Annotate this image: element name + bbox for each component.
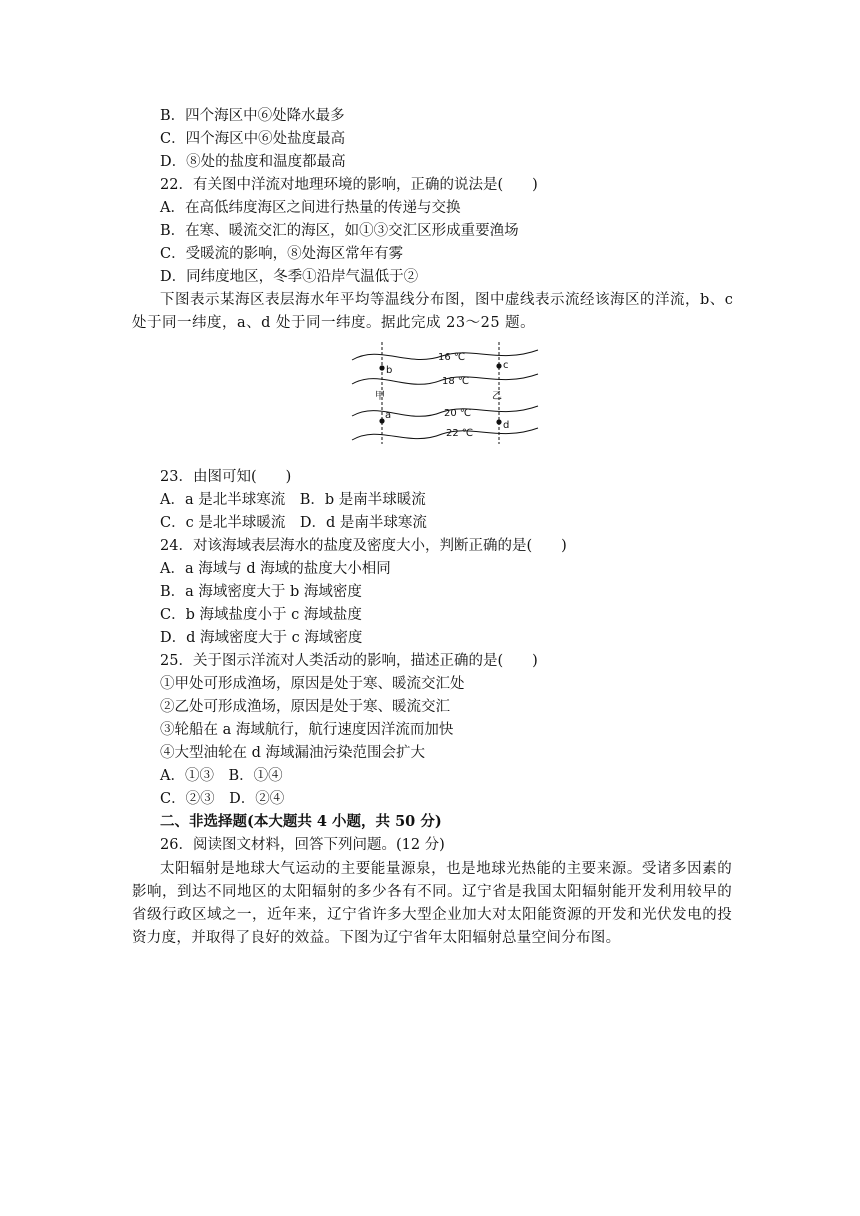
q26-material-paragraph [132,858,732,950]
q22-option-c: C．受暖流的影响，⑧处海区常年有雾 [160,246,404,262]
isotherm-label-18: 18 ℃ [442,376,470,387]
q26-material-text: 太阳辐射是地球大气运动的主要能量源泉，也是地球光热能的主要来源。受诸多因素的影响，到达不同地区的太阳辐射的多少各有不同。辽宁省是我国太阳辐射能开发利用较早的省级行政区域之一，近年来，辽宁省许多大型企业加大对太阳能资源的开发和光伏发电的投资力度，并取得了良好的效益。下图为辽宁省年太阳辐射总量空间分布图。 [132,861,732,946]
q25-statement-4: ④大型油轮在 d 海域漏油污染范围会扩大 [160,745,425,761]
isotherm-label-16: 16 ℃ [438,352,466,363]
isotherm-label-22: 22 ℃ [446,428,474,439]
current-label-yi: 乙 [492,391,502,402]
q23-options-ab: A．a 是北半球寒流 B．b 是南半球暖流 [160,492,426,508]
q23-options-cd: C．c 是北半球暖流 D．d 是南半球寒流 [160,515,427,531]
q25-statement-1: ①甲处可形成渔场，原因是处于寒、暖流交汇处 [160,676,465,692]
point-d-marker [496,419,501,424]
intro-line-1: 下图表示某海区表层海水年平均等温线分布图，图中虚线表示流经该海区的洋流，b、c [160,292,734,308]
point-label-a: a [385,410,392,421]
q21-option-b: B．四个海区中⑥处降水最多 [160,108,345,124]
q25-statement-2: ②乙处可形成渔场，原因是处于寒、暖流交汇 [160,699,450,715]
q22-option-b: B．在寒、暖流交汇的海区，如①③交汇区形成重要渔场 [160,223,519,239]
point-label-c: c [503,360,509,371]
point-label-b: b [386,365,393,376]
point-c-marker [496,363,501,368]
q21-option-c: C．四个海区中⑥处盐度最高 [160,131,346,147]
intro-line-2: 处于同一纬度，a、d 处于同一纬度。据此完成 23～25 题。 [132,315,536,331]
q25-options-ab: A．①③ B．①④ [160,768,283,784]
q23-stem: 23．由图可知( ) [160,469,292,485]
point-label-d: d [503,420,510,431]
current-label-jia: 甲 [375,391,385,402]
q24-stem: 24．对该海域表层海水的盐度及密度大小，判断正确的是( ) [160,538,567,554]
point-b-marker [379,365,384,370]
q22-stem: 22．有关图中洋流对地理环境的影响，正确的说法是( ) [160,177,538,193]
q24-option-c: C．b 海域盐度小于 c 海域盐度 [160,607,362,623]
isotherm-label-20: 20 ℃ [444,408,472,419]
q24-option-b: B．a 海域密度大于 b 海域密度 [160,584,362,600]
q22-option-a: A．在高低纬度海区之间进行热量的传递与交换 [160,200,461,216]
isotherm-22-line [352,428,538,440]
q22-option-d: D．同纬度地区，冬季①沿岸气温低于② [160,269,419,285]
q24-option-d: D．d 海域密度大于 c 海域密度 [160,630,363,646]
section-2-heading: 二、非选择题(本大题共 4 小题，共 50 分) [160,813,442,830]
q25-options-cd: C．②③ D．②④ [160,791,285,807]
isotherm-diagram [350,338,542,448]
q25-statement-3: ③轮船在 a 海域航行，航行速度因洋流而加快 [160,722,454,738]
q21-option-d: D．⑧处的盐度和温度都最高 [160,154,346,170]
isotherm-svg [350,338,542,448]
q25-stem: 25．关于图示洋流对人类活动的影响，描述正确的是( ) [160,653,538,669]
point-a-marker [379,418,384,423]
q24-option-a: A．a 海域与 d 海域的盐度大小相同 [160,561,391,577]
q26-stem: 26．阅读图文材料，回答下列问题。(12 分) [160,837,445,853]
